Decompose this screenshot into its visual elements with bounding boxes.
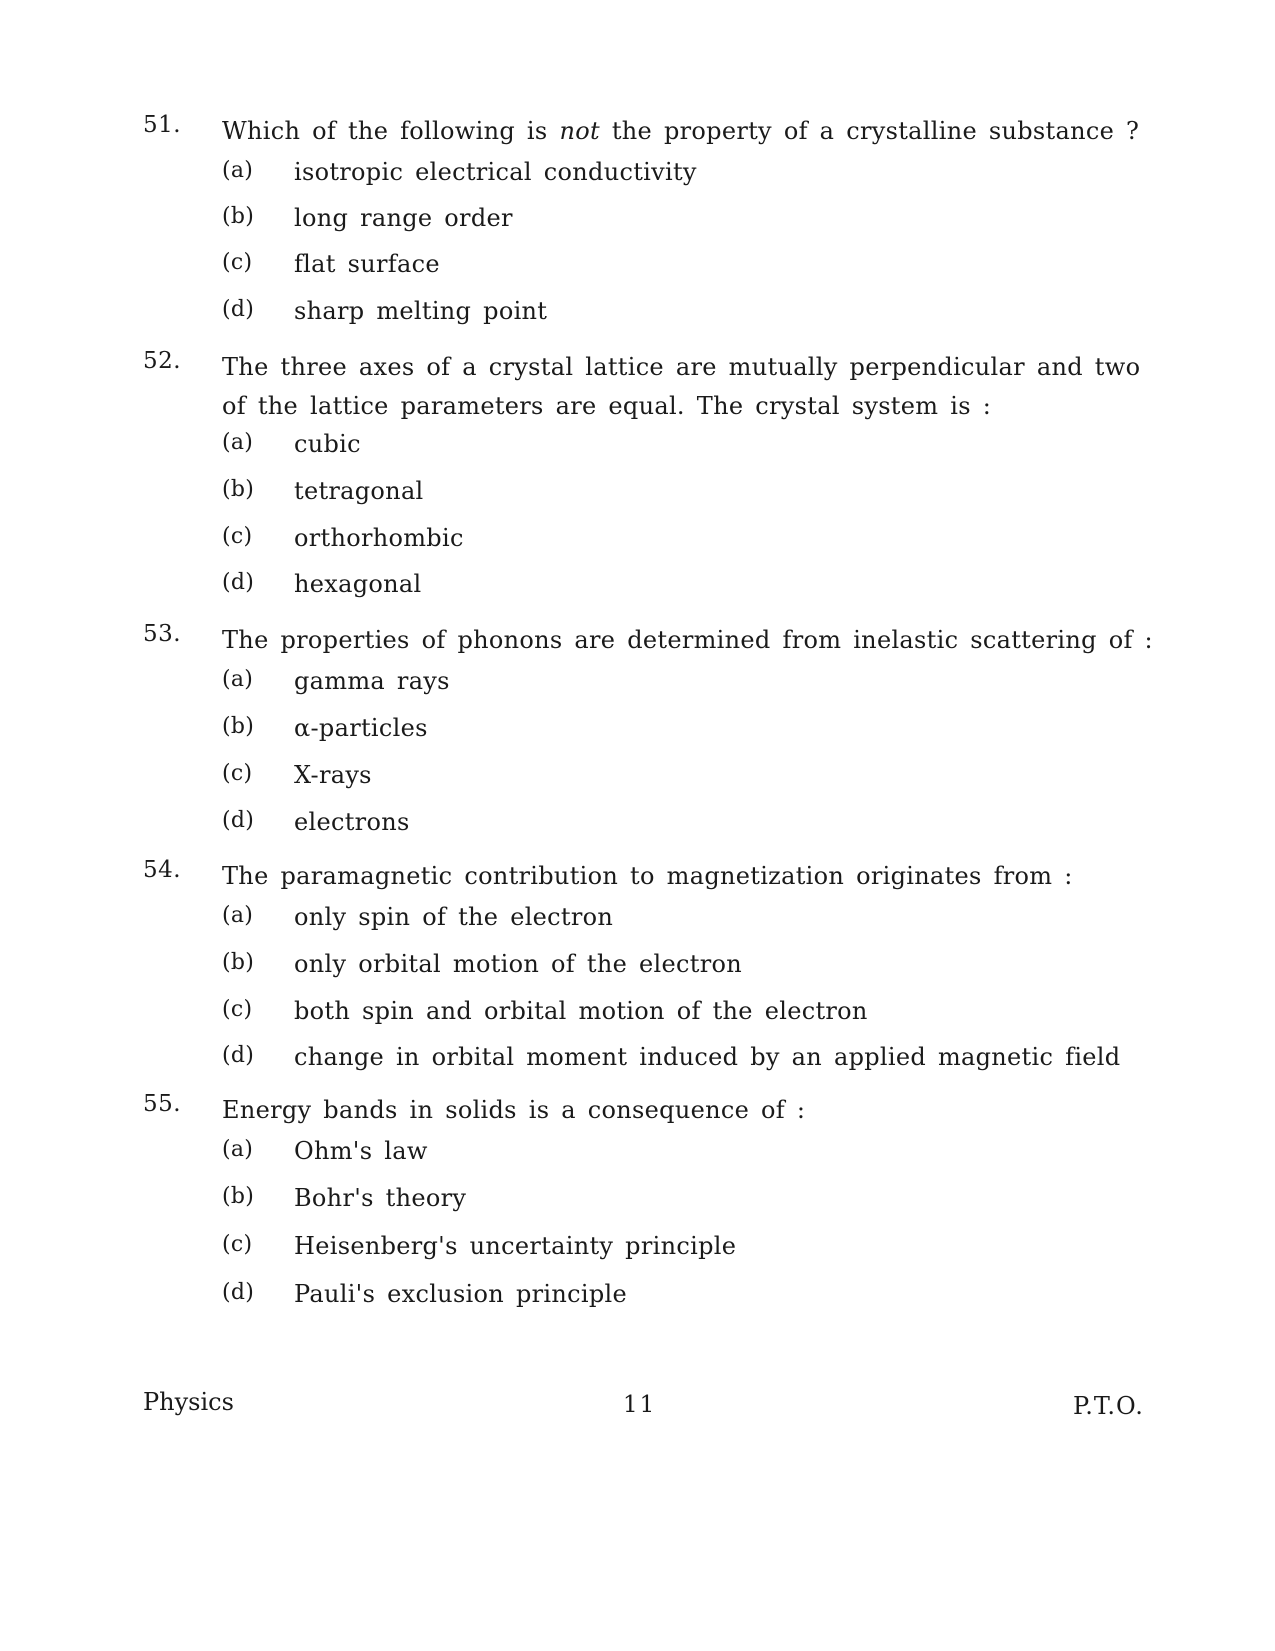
option-label: (b): [222, 477, 255, 502]
option-text: gamma rays: [294, 667, 450, 695]
question-text-emphasis: not: [559, 117, 600, 145]
option-label: (a): [222, 430, 254, 455]
option-text: orthorhombic: [294, 524, 464, 552]
option-text: isotropic electrical conductivity: [294, 158, 697, 186]
option-label: (d): [222, 297, 255, 322]
question-number: 53.: [143, 621, 182, 647]
option-label: (a): [222, 903, 254, 928]
option-label: (c): [222, 250, 253, 275]
option-text: Bohr's theory: [294, 1184, 467, 1212]
question-text: The properties of phonons are determined from inelastic scattering of :: [222, 626, 1153, 654]
question-text: [222, 112, 1162, 151]
option-label: (c): [222, 524, 253, 549]
option-label: (a): [222, 667, 254, 692]
option-text: Ohm's law: [294, 1137, 428, 1165]
option-text: tetragonal: [294, 477, 424, 505]
option-label: (d): [222, 1043, 255, 1068]
option-text: hexagonal: [294, 570, 422, 598]
option-label: (d): [222, 808, 255, 833]
option-text: Heisenberg's uncertainty principle: [294, 1232, 737, 1260]
option-text: α-particles: [294, 714, 428, 742]
option-label: (c): [222, 1232, 253, 1257]
option-text: only spin of the electron: [294, 903, 614, 931]
option-text: electrons: [294, 808, 410, 836]
option-label: (d): [222, 570, 255, 595]
option-text: cubic: [294, 430, 361, 458]
question-number: 52.: [143, 348, 182, 374]
option-text: X-rays: [294, 761, 372, 789]
footer-pto: P.T.O.: [1073, 1392, 1144, 1420]
option-label: (b): [222, 204, 255, 229]
option-label: (a): [222, 158, 254, 183]
option-label: (b): [222, 714, 255, 739]
option-text: flat surface: [294, 250, 440, 278]
option-label: (b): [222, 1184, 255, 1209]
question-number: 54.: [143, 857, 182, 883]
question-text: Energy bands in solids is a consequence of :: [222, 1096, 806, 1124]
question-number: 55.: [143, 1091, 182, 1117]
option-label: (b): [222, 950, 255, 975]
question-text-part: the property of a crystalline substance ?: [599, 117, 1140, 145]
option-text: long range order: [294, 204, 513, 232]
option-label: (c): [222, 761, 253, 786]
option-text: change in orbital moment induced by an applied magnetic field: [294, 1043, 1121, 1071]
option-text: Pauli's exclusion principle: [294, 1280, 627, 1308]
option-label: (c): [222, 997, 253, 1022]
option-text: only orbital motion of the electron: [294, 950, 742, 978]
footer-page-number: 11: [623, 1392, 657, 1418]
option-text: both spin and orbital motion of the electron: [294, 997, 868, 1025]
footer-subject: Physics: [143, 1388, 234, 1416]
question-text: The paramagnetic contribution to magnetization originates from :: [222, 862, 1073, 890]
option-label: (a): [222, 1137, 254, 1162]
option-label: (d): [222, 1280, 255, 1305]
question-text-part: Which of the following is: [222, 117, 560, 145]
question-text: The three axes of a crystal lattice are mutually perpendicular and two of the lattice parameters are equal. The crystal system is :: [222, 353, 1141, 420]
option-text: sharp melting point: [294, 297, 548, 325]
question-number: 51.: [143, 112, 182, 138]
